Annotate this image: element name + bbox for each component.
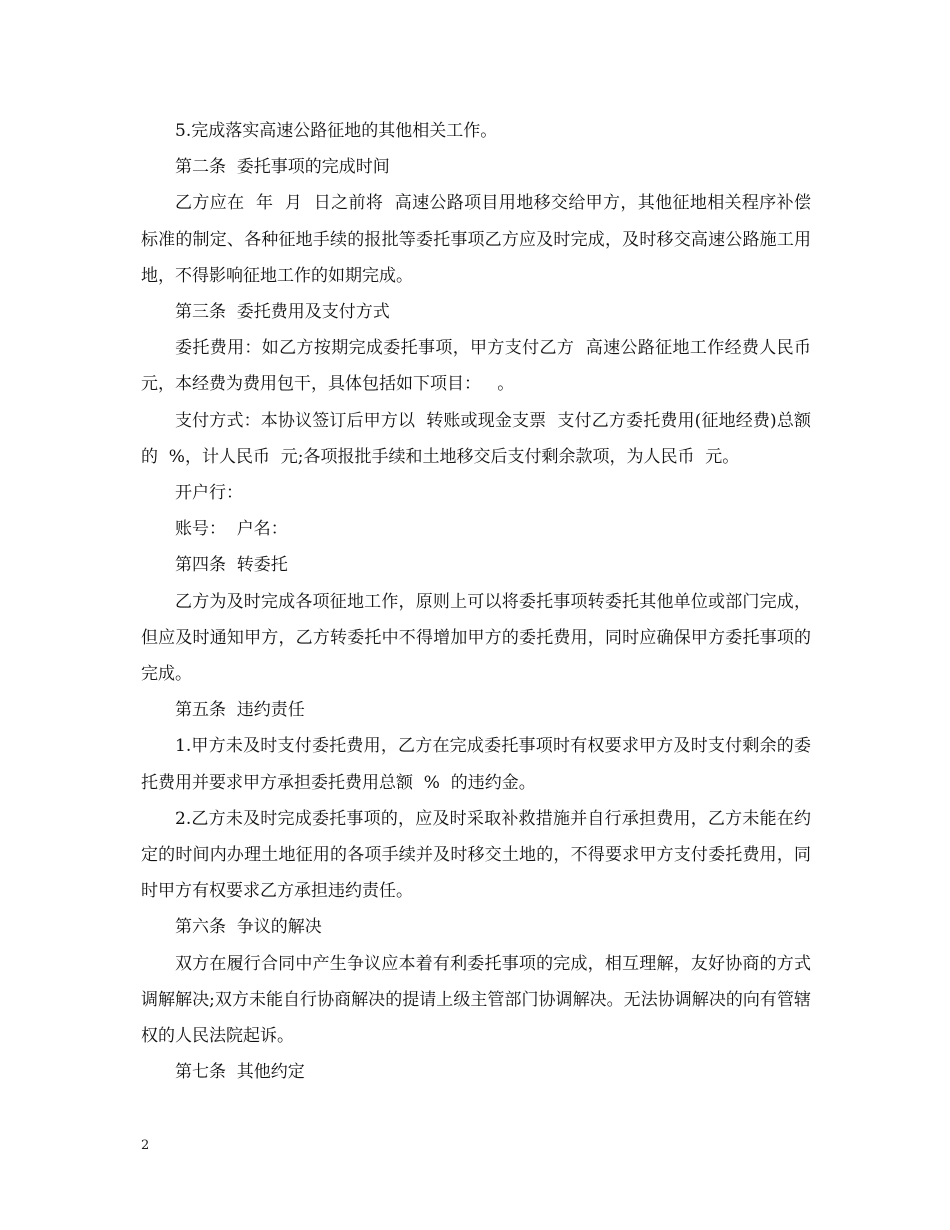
account-field: 账号： 户名： (175, 519, 288, 540)
article-5-item-1: 1.甲方未及时支付委托费用，乙方在完成委托事项时有权要求甲方及时支付剩余的委托费用并要求甲方承担委托费用总额 % 的违约金。 (141, 736, 811, 793)
page-number: 2 (141, 1138, 150, 1153)
article-6-text: 双方在履行合同中产生争议应本着有利委托事项的完成，相互理解，友好协商的方式调解解决;双方未能自行协商解决的提请上级主管部门协调解决。无法协调解决的向有管辖权的人民法院起诉。 (141, 953, 811, 1047)
clause-item-5: 5.完成落实高速公路征地的其他相关工作。 (175, 121, 498, 141)
article-4-text: 乙方为及时完成各项征地工作，原则上可以将委托事项转委托其他单位或部门完成，但应及时通知甲方，乙方转委托中不得增加甲方的委托费用，同时应确保甲方委托事项的完成。 (141, 591, 811, 685)
article-5-heading: 第五条 违约责任 (175, 700, 305, 721)
article-4-heading: 第四条 转委托 (175, 555, 288, 576)
article-3-heading: 第三条 委托费用及支付方式 (175, 302, 390, 323)
payment-method-text: 支付方式：本协议签订后甲方以 转账或现金支票 支付乙方委托费用(征地经费)总额的 %，计人民币 元;各项报批手续和土地移交后支付剩余款项，为人民币 元。 (141, 410, 811, 467)
document-body (141, 113, 822, 1090)
bank-field: 开户行： (175, 483, 243, 504)
article-2-heading: 第二条 委托事项的完成时间 (175, 157, 390, 178)
article-6-heading: 第六条 争议的解决 (175, 917, 322, 938)
article-5-item-2: 2.乙方未及时完成委托事项的，应及时采取补救措施并自行承担费用，乙方未能在约定的时间内办理土地征用的各项手续并及时移交土地的，不得要求甲方支付委托费用，同时甲方有权要求乙方承担违约责任。 (141, 808, 811, 902)
article-7-heading: 第七条 其他约定 (175, 1062, 305, 1083)
article-2-text: 乙方应在 年 月 日之前将 高速公路项目用地移交给甲方，其他征地相关程序补偿标准的制定、各种征地手续的报批等委托事项乙方应及时完成，及时移交高速公路施工用地，不得影响征地工作的如期完成。 (141, 193, 811, 286)
commission-fee-text: 委托费用：如乙方按期完成委托事项，甲方支付乙方 高速公路征地工作经费人民币 元，本经费为费用包干，具体包括如下项目： 。 (141, 338, 822, 395)
